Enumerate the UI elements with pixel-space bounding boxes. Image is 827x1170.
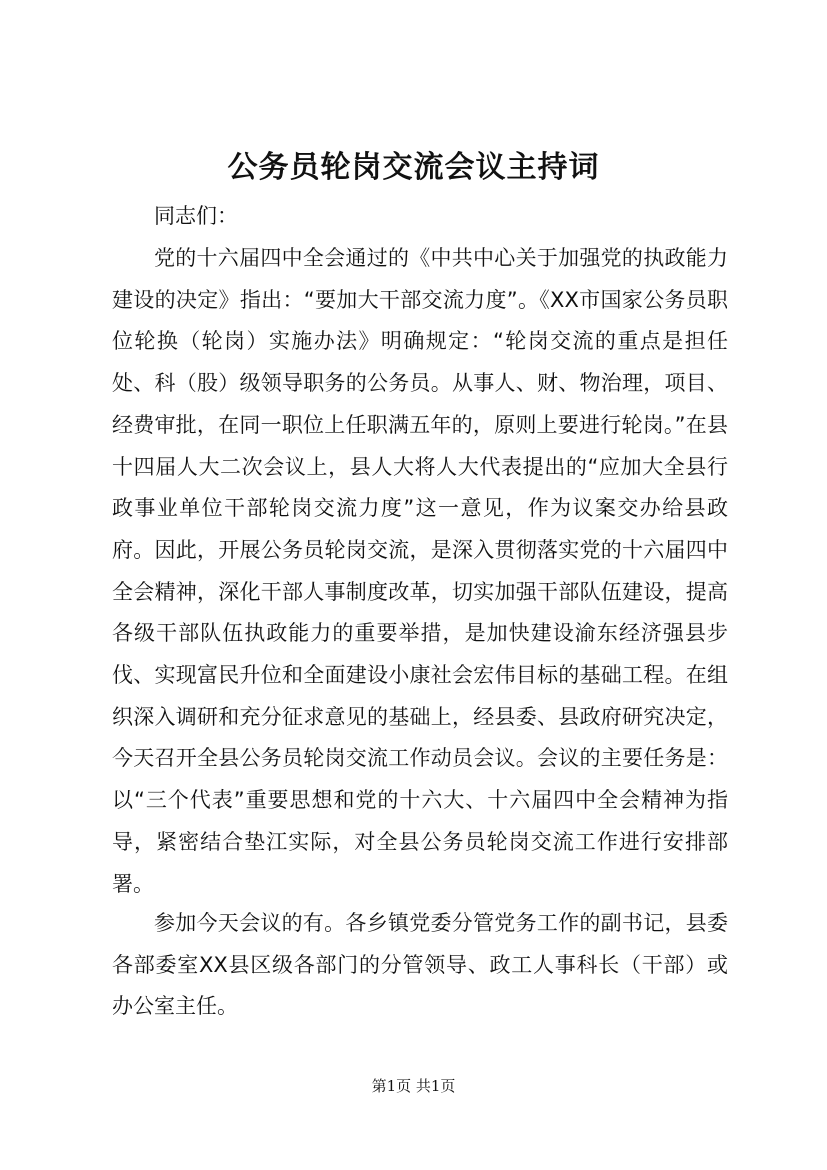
paragraph-1: 党的十六届四中全会通过的《中共中心关于加强党的执政能力建设的决定》指出：“要加大干部交流力度”。《XX市国家公务员职位轮换（轮岗）实施办法》明确规定：“轮岗交流的重点是担任处、科（股）级领导职务的公务员。从事人、财、物治理，项目、经费审批，在同一职位上任职满五年的，原则上要进行轮岗。”在县十四届人大二次会议上，县人大将人大代表提出的“应加大全县行政事业单位干部轮岗交流力度”这一意见，作为议案交办给县政府。因此，开展公务员轮岗交流，是深入贯彻落实党的十六届四中全会精神，深化干部人事制度改革，切实加强干部队伍建设，提高各级干部队伍执政能力的重要举措，是加快建设渝东经济强县步伐、实现富民升位和全面建设小康社会宏伟目标的基础工程。在组织深入调研和充分征求意见的基础上，经县委、县政府研究决定，今天召开全县公务员轮岗交流工作动员会议。会议的主要任务是：以“三个代表”重要思想和党的十六大、十六届四中全会精神为指导，紧密结合垫江实际，对全县公务员轮岗交流工作进行安排部署。 [112, 246, 728, 896]
salutation: 同志们： [154, 204, 238, 228]
paragraph-2: 参加今天会议的有。各乡镇党委分管党务工作的副书记，县委各部委室XX县区级各部门的分管领导、政工人事科长（干部）或办公室主任。 [112, 911, 728, 1019]
document-title: 公务员轮岗交流会议主持词 [227, 150, 600, 185]
page-footer: 第1页 共1页 [371, 1077, 456, 1095]
